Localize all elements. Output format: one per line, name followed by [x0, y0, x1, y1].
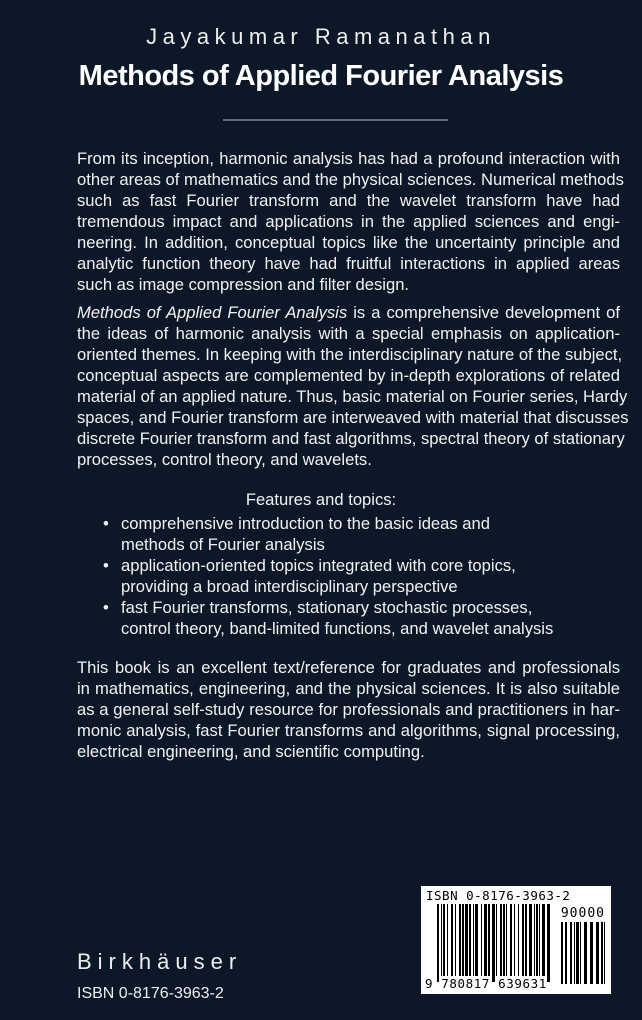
book-title: Methods of Applied Fourier Analysis: [78, 60, 564, 92]
barcode-bar: [473, 904, 474, 976]
features-list: [103, 513, 623, 639]
feature-text: providing a broad interdisciplinary perspective: [121, 577, 458, 596]
paragraph-line: conceptual aspects are complemented by in-depth explorations of related: [77, 366, 620, 385]
barcode-bar: [500, 904, 502, 976]
description-paragraph-1: [77, 148, 624, 295]
feature-text: fast Fourier transforms, stationary stochastic processes,: [121, 598, 533, 617]
barcode-bar: [503, 904, 505, 976]
paragraph-line: processes, control theory, and wavelets.: [77, 450, 372, 469]
barcode-bar: [510, 904, 512, 976]
barcode-bar: [514, 904, 515, 976]
barcode-bar: [469, 904, 471, 976]
barcode-bar: [570, 922, 572, 984]
barcode-bar: [496, 904, 497, 976]
author-name: Jayakumar Ramanathan: [146, 24, 496, 49]
paragraph-line: From its inception, harmonic analysis has had a profound interaction with: [77, 149, 620, 168]
barcode-bar: [536, 904, 538, 976]
barcode-bar: [574, 922, 575, 984]
feature-item: [103, 513, 623, 555]
title-italic: Methods of Applied Fourier Analysis: [77, 303, 348, 322]
barcode-bar: [481, 904, 482, 976]
barcode-bar: [604, 922, 605, 984]
paragraph-text: is a comprehensive development of: [347, 303, 620, 322]
bullet-icon: •: [103, 514, 109, 533]
barcode-bar: [451, 904, 453, 976]
barcode-bar: [596, 922, 599, 984]
feature-text: control theory, band-limited functions, and wavelet analysis: [121, 619, 554, 638]
barcode-bar: [459, 904, 461, 976]
barcode-bar: [561, 922, 563, 984]
paragraph-line: [77, 302, 620, 323]
paragraph-line: tremendous impact and applications in the applied sciences and engi-: [77, 212, 620, 231]
paragraph-line: neering. In addition, conceptual topics like the uncertainty principle and: [77, 233, 620, 252]
barcode-bar: [584, 922, 587, 984]
barcode-bar: [539, 904, 540, 976]
barcode-bar: [547, 904, 550, 982]
feature-text: methods of Fourier analysis: [121, 535, 325, 554]
publisher-logo: Birkhäuser: [77, 949, 243, 974]
barcode-bar: [525, 904, 527, 976]
paragraph-line: the ideas of harmonic analysis with a special emphasis on application-: [77, 324, 620, 343]
barcode-bar: [522, 904, 524, 976]
barcode-bar: [437, 904, 439, 982]
description-paragraph-2: [77, 302, 629, 470]
barcode-bar: [465, 904, 468, 976]
paragraph-line: oriented themes. In keeping with the interdisciplinary nature of the subject,: [77, 345, 623, 364]
paragraph-line: as a general self-study resource for professionals and practitioners in har-: [77, 700, 620, 719]
paragraph-line: spaces, and Fourier transform are interweaved with material that discusses: [77, 408, 629, 427]
feature-text: comprehensive introduction to the basic ideas and: [121, 514, 490, 533]
barcode-number: 9 780817 639631: [425, 976, 547, 991]
feature-text: application-oriented topics integrated with core topics,: [121, 556, 516, 575]
barcode-bar: [462, 904, 464, 976]
barcode-bar: [455, 904, 456, 976]
barcode-bar: [443, 904, 445, 976]
barcode-bar: [565, 922, 567, 984]
bullet-icon: •: [103, 598, 109, 617]
barcode: [421, 886, 611, 994]
bullet-icon: •: [103, 556, 109, 575]
barcode-bar: [590, 922, 593, 984]
barcode-bar: [529, 904, 532, 976]
feature-item: [103, 555, 623, 597]
isbn-text: ISBN 0-8176-3963-2: [77, 985, 224, 1002]
divider: [223, 119, 448, 121]
paragraph-line: electrical engineering, and scientific computing.: [77, 742, 425, 761]
paragraph-line: such as fast Fourier transform and the wavelet transform have had: [77, 191, 620, 210]
barcode-bar: [576, 922, 579, 984]
barcode-bar: [534, 904, 535, 976]
description-paragraph-3: [77, 657, 620, 762]
barcode-bar: [601, 922, 603, 984]
barcode-bar: [484, 904, 487, 976]
barcode-isbn: ISBN 0-8176-3963-2: [426, 888, 571, 903]
barcode-addon: 90000: [560, 906, 605, 921]
barcode-bar: [475, 904, 478, 976]
features-heading: Features and topics:: [245, 490, 397, 509]
barcode-bar: [488, 904, 490, 976]
paragraph-line: This book is an excellent text/reference for graduates and professionals: [77, 658, 620, 677]
barcode-bar: [542, 904, 545, 976]
barcode-bar: [506, 904, 507, 976]
paragraph-line: other areas of mathematics and the physical sciences. Numerical methods: [77, 170, 624, 189]
barcode-bar: [580, 922, 581, 984]
paragraph-line: material of an applied nature. Thus, basic material on Fourier series, Hardy: [77, 387, 628, 406]
paragraph-line: such as image compression and filter design.: [77, 275, 410, 294]
paragraph-line: monic analysis, fast Fourier transforms and algorithms, signal processing,: [77, 721, 620, 740]
barcode-bar: [492, 904, 495, 982]
paragraph-line: in mathematics, engineering, and the physical sciences. It is also suitable: [77, 679, 620, 698]
feature-item: [103, 597, 623, 639]
paragraph-line: discrete Fourier transform and fast algorithms, spectral theory of stationary: [77, 429, 625, 448]
barcode-bar: [518, 904, 519, 976]
barcode-bar: [441, 904, 442, 976]
barcode-bar: [447, 904, 448, 976]
paragraph-line: analytic function theory have had fruitful interactions in applied areas: [77, 254, 620, 273]
